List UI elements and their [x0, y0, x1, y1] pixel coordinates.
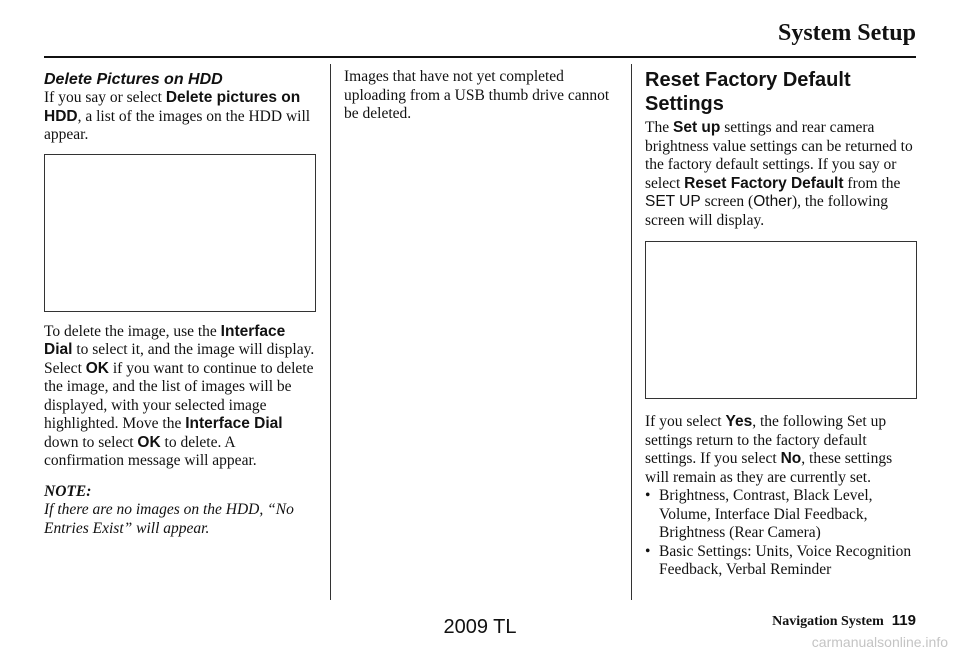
text: down to select — [44, 433, 138, 451]
text: To delete the image, use the — [44, 322, 221, 340]
paragraph-reset-intro — [645, 119, 917, 230]
text: If you say or select — [44, 89, 166, 106]
text: , the following Set up settings return to the factory default settings. If you select — [645, 413, 887, 467]
text: if you want to continue to delete the image, and the list of images will be displayed, with your selected image highlighted. Move the — [44, 359, 314, 432]
keyword: No — [780, 450, 802, 467]
text: to select it, and the image will display. Select — [44, 341, 315, 377]
paragraph-usb-note: Images that have not yet completed uploading from a USB thumb drive cannot be deleted. — [344, 68, 610, 122]
column-divider — [631, 64, 632, 600]
note-text: If there are no images on the HDD, “No Entries Exist” will appear. — [44, 501, 294, 537]
keyword: OK — [137, 433, 161, 451]
header-rule — [44, 56, 916, 58]
column-divider — [330, 64, 331, 600]
keyword: Reset Factory Default — [684, 174, 844, 192]
keyword: Other — [753, 193, 792, 210]
text: from the — [843, 174, 901, 192]
text: to delete. A confirmation message will appear. — [44, 433, 257, 469]
text: screen ( — [700, 193, 754, 210]
column-continued — [344, 68, 616, 124]
screen-image-placeholder — [645, 241, 917, 399]
text: ), the following screen will display. — [645, 193, 888, 229]
paragraph-delete-steps — [44, 323, 316, 471]
list-item: • Basic Settings: Units, Voice Recognition Feedback, Verbal Reminder — [645, 543, 917, 580]
keyword: Set up — [672, 119, 721, 136]
note-label: NOTE: — [44, 482, 92, 500]
section-heading-delete-pictures: Delete Pictures on HDD — [44, 71, 223, 88]
keyword: OK — [85, 359, 109, 377]
paragraph-reset-result — [645, 413, 917, 487]
section-heading-reset-defaults: Reset Factory Default Settings — [645, 69, 851, 115]
keyword: Interface Dial — [185, 415, 283, 432]
model-label: 2009 TL — [443, 616, 517, 638]
footer-label: Navigation System — [772, 614, 884, 629]
watermark: carmanualsonline.info — [811, 634, 948, 650]
list-item: • Brightness, Contrast, Black Level, Volume, Interface Dial Feedback, Brightness (Rear Camera) — [645, 487, 917, 543]
keyword: Yes — [725, 413, 753, 430]
keyword: Delete pictures on HDD — [44, 89, 301, 125]
text: The — [645, 119, 673, 136]
screen-image-placeholder — [44, 154, 316, 312]
paragraph-delete-intro — [44, 89, 316, 145]
column-delete-pictures — [44, 68, 316, 538]
page-title: System Setup — [777, 20, 916, 46]
text: If you select — [645, 413, 726, 430]
keyword: Interface Dial — [44, 322, 286, 358]
page-number: 119 — [891, 612, 916, 629]
text: , a list of the images on the HDD will appear. — [44, 107, 311, 143]
text: settings and rear camera brightness value settings can be returned to the factory default settings. If you say or select — [645, 119, 913, 192]
keyword: SET UP — [645, 193, 701, 210]
column-reset-defaults — [645, 68, 917, 580]
text: , these settings will remain as they are currently set. — [645, 450, 893, 486]
settings-list — [645, 487, 917, 580]
